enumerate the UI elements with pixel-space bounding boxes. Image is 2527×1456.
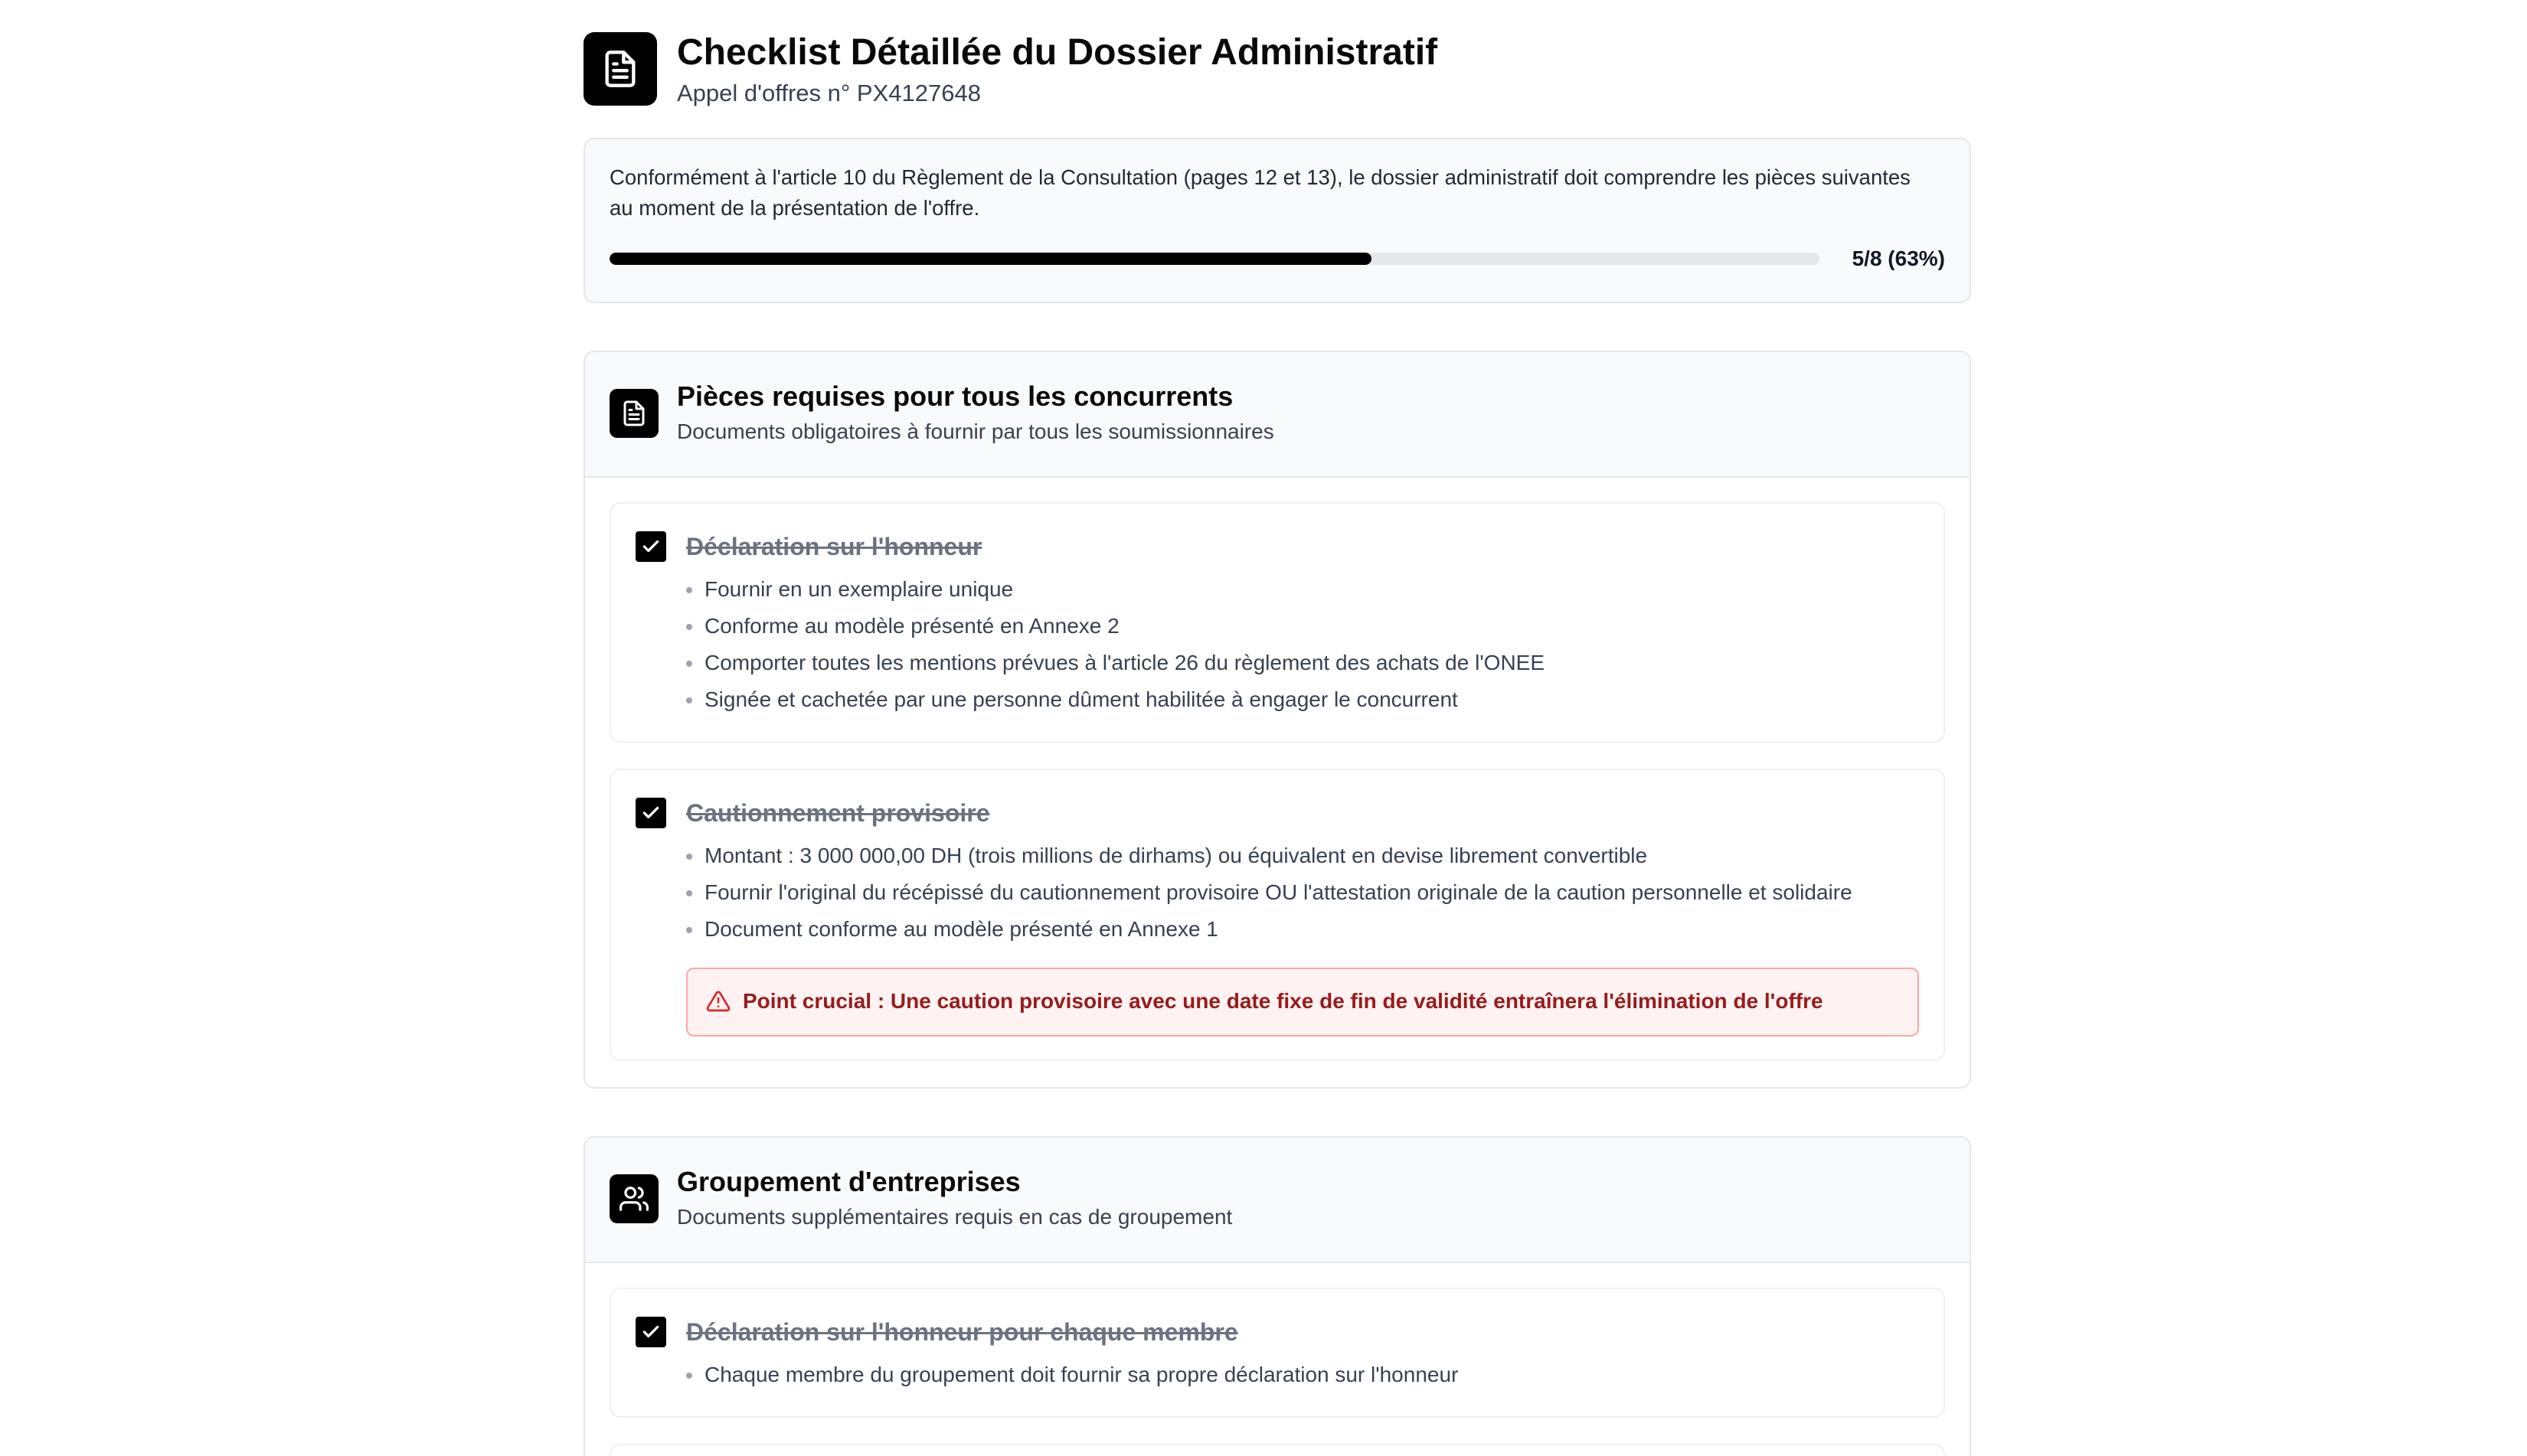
page-subtitle: Appel d'offres n° PX4127648 [677,80,981,106]
section-description: Documents obligatoires à fournir par tous les soumissionnaires [677,419,1274,443]
section-required-documents [584,351,1971,1089]
checklist-item [610,1444,1945,1456]
section-body [585,478,1970,1061]
item-checkbox[interactable] [636,531,666,562]
item-title: Cautionnement provisoire [686,799,990,827]
checklist-item [610,769,1945,1061]
file-text-icon [584,32,657,106]
page-header [584,31,1970,107]
requirement: Conforme au modèle présenté en Annexe 2 [686,608,1919,645]
section-header [585,352,1970,478]
item-title: Déclaration sur l'honneur pour chaque membre [686,1318,1238,1346]
requirement: Fournir en un exemplaire unique [686,571,1919,608]
requirement: Montant : 3 000 000,00 DH (trois millions de dirhams) ou équivalent en devise librement convertible [686,837,1919,874]
progress-label: 5/8 (63%) [1852,246,1945,270]
requirement: Signée et cachetée par une personne dûment habilitée à engager le concurrent [686,681,1919,718]
intro-box [584,138,1971,303]
section-header [585,1138,1970,1263]
check-icon [641,803,661,823]
progress-bar [610,253,1819,265]
check-icon [641,537,661,557]
page-title: Checklist Détaillée du Dossier Administratif [677,32,1438,73]
item-title: Déclaration sur l'honneur [686,533,982,560]
file-text-icon [610,389,659,438]
requirement: Document conforme au modèle présenté en Annexe 1 [686,911,1919,948]
section-body [585,1263,1970,1456]
checklist-item [610,502,1945,743]
requirement: Comporter toutes les mentions prévues à l'article 26 du règlement des achats de l'ONEE [686,645,1919,681]
section-title: Pièces requises pour tous les concurrents [677,380,1234,412]
requirement: Chaque membre du groupement doit fournir sa propre déclaration sur l'honneur [686,1356,1919,1393]
users-icon [610,1174,659,1223]
alert-triangle-icon [706,989,731,1014]
check-icon [641,1322,661,1342]
item-checkbox[interactable] [636,798,666,828]
item-requirements [686,571,1919,718]
intro-text: Conformément à l'article 10 du Règlement de la Consultation (pages 12 et 13), le dossier administratif doit comprendre les pièces suivantes au moment de la présentation de l'offre. [610,165,1911,220]
item-checkbox[interactable] [636,1317,666,1347]
item-requirements [686,837,1919,948]
crucial-alert [686,968,1919,1037]
item-requirements [686,1356,1919,1393]
alert-text: Point crucial : Une caution provisoire avec une date fixe de fin de validité entraînera l'élimination de l'offre [743,989,1823,1013]
section-group [584,1136,1971,1456]
checklist-item [610,1288,1945,1418]
progress-bar-fill [610,253,1371,265]
requirement: Fournir l'original du récépissé du cautionnement provisoire OU l'attestation originale de la caution personnelle et solidaire [686,874,1919,911]
section-title: Groupement d'entreprises [677,1166,1021,1197]
section-description: Documents supplémentaires requis en cas de groupement [677,1205,1233,1229]
